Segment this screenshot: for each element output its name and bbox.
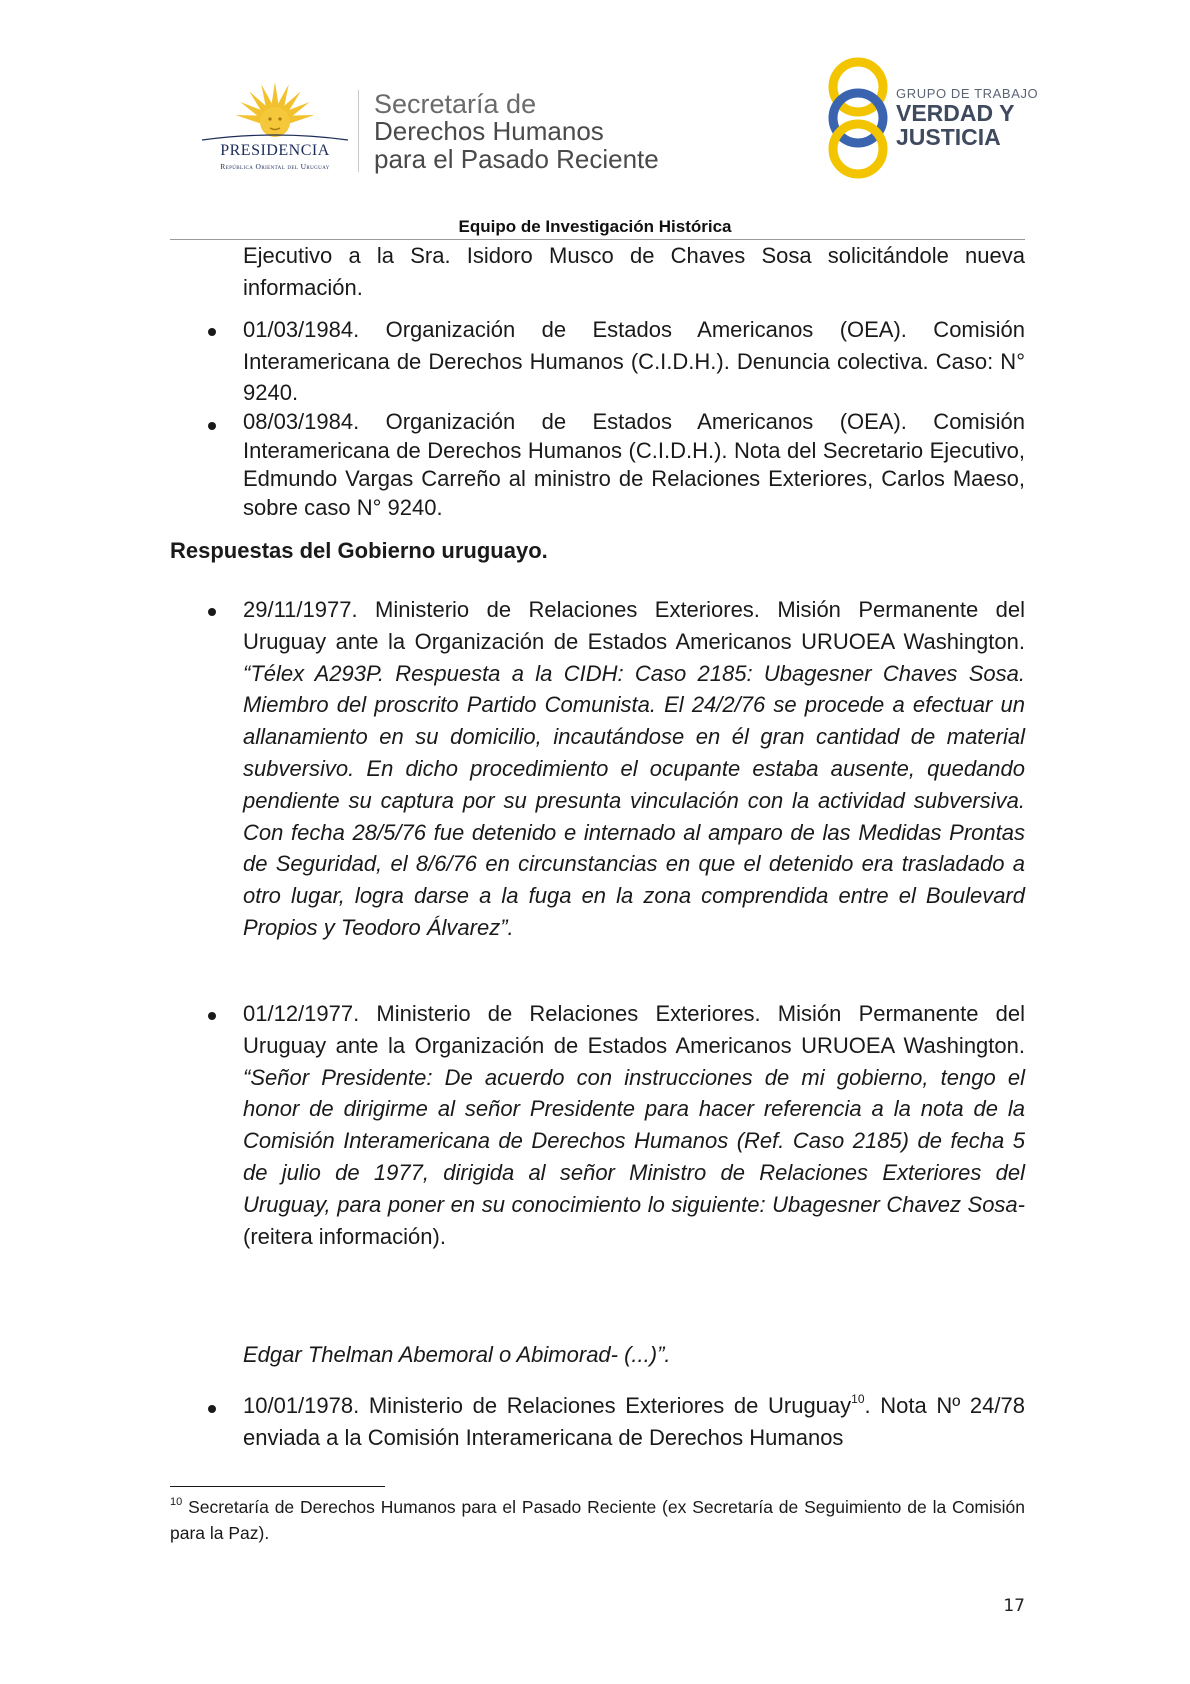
secretaria-logo-text	[374, 90, 659, 173]
item-plain-text: 01/12/1977. Ministerio de Relaciones Exteriores. Misión Permanente del Uruguay ante la Organización de Estados Americanos URUOEA Washington.	[243, 1001, 1025, 1058]
bullet-icon	[208, 422, 216, 430]
list-item-text	[243, 998, 1025, 1252]
list-item-continuation	[243, 1339, 1025, 1371]
list-item	[243, 594, 1025, 944]
item-quote-text: “Télex A293P. Respuesta a la CIDH: Caso 2185: Ubagesner Chaves Sosa. Miembro del proscrito Partido Comunista. El 24/2/76 se procede a efectuar un allanamiento en su domicilio, incautándose en él gran cantidad de material subversivo. En dicho procedimiento el ocupante estaba ausente, quedando pendiente su captura por su presunta vinculación con la actividad subversiva. Con fecha 28/5/76 fue detenido e internado al amparo de las Medidas Prontas de Seguridad, el 8/6/76 en circunstancias en que el detenido era trasladado a otro lugar, logra darse a la fuga en la zona comprendida entre el Boulevard Propios y Teodoro Álvarez”.	[243, 660, 1025, 940]
section-heading-text: Respuestas del Gobierno uruguayo.	[170, 538, 548, 563]
vyj-line-2: VERDAD Y	[896, 100, 1015, 126]
item-plain-text: 10/01/1978. Ministerio de Relaciones Exteriores de Uruguay	[243, 1393, 852, 1418]
item-tail-text: (reitera información).	[243, 1223, 446, 1249]
bullet-icon	[208, 608, 216, 616]
list-item-text	[243, 594, 1025, 944]
continued-text: Ejecutivo a la Sra. Isidoro Musco de Chaves Sosa solicitándole nueva información.	[243, 243, 1025, 300]
footnote	[170, 1494, 1025, 1546]
verdad-justicia-logo-text	[896, 86, 1038, 149]
sun-face	[260, 107, 290, 137]
footnote-rule	[170, 1486, 385, 1487]
list-item-text: 01/03/1984. Organización de Estados Americanos (OEA). Comisión Interamericana de Derechos Humanos (C.I.D.H.). Denuncia colectiva. Caso: N° 9240.	[243, 317, 1025, 405]
footnote-mark: 10	[170, 1496, 183, 1509]
presidencia-subtitle: República Oriental del Uruguay	[220, 162, 330, 171]
presidencia-wordmark: PRESIDENCIA	[220, 142, 330, 159]
list-item	[243, 1390, 1025, 1453]
secretaria-line-2: Derechos Humanos	[374, 116, 604, 147]
page-header	[0, 0, 1190, 240]
verdad-justicia-rings-logo	[818, 56, 898, 180]
bullet-icon	[208, 1405, 216, 1413]
secretaria-line-1: Secretaría de	[374, 89, 537, 119]
footnote-reference[interactable]: 10	[851, 1391, 865, 1406]
item-plain-text: . Nota Nº 24/78 enviada a la Comisión Interamericana de Derechos Humanos	[243, 1393, 1025, 1450]
list-item	[243, 408, 1025, 522]
list-item	[243, 998, 1025, 1252]
continued-paragraph	[243, 240, 1025, 303]
list-item-text	[243, 1390, 1025, 1453]
vyj-line-1: GRUPO DE TRABAJO	[896, 86, 1039, 101]
continuation-text	[243, 1339, 1025, 1371]
section-heading	[170, 535, 1025, 567]
list-item-text: 08/03/1984. Organización de Estados Americanos (OEA). Comisión Interamericana de Derechos Humanos (C.I.D.H.). Nota del Secretario Ejecutivo, Edmundo Vargas Carreño al ministro de Relaciones Exteriores, Carlos Maeso, sobre caso N° 9240.	[243, 409, 1025, 520]
vyj-line-3: JUSTICIA	[896, 124, 1001, 151]
page-number: 17	[1003, 1596, 1025, 1616]
bullet-icon	[208, 328, 216, 336]
item-quote-text: Edgar Thelman Abemoral o Abimorad- (...)”.	[243, 1342, 671, 1367]
footnote-text: Secretaría de Derechos Humanos para el Pasado Reciente (ex Secretaría de Seguimiento de la Comisión para la Paz).	[170, 1497, 1025, 1543]
item-quote-text: “Señor Presidente: De acuerdo con instrucciones de mi gobierno, tengo el honor de dirigirme al señor Presidente para hacer referencia a la nota de la Comisión Interamericana de Derechos Humanos (Ref. Caso 2185) de fecha 5 de julio de 1977, dirigida al señor Ministro de Relaciones Exteriores del Uruguay, para poner en su conocimiento lo siguiente: Ubagesner Chavez Sosa-	[243, 1064, 1025, 1217]
list-item	[243, 314, 1025, 409]
secretaria-line-3: para el Pasado Reciente	[374, 143, 659, 174]
item-plain-text: 29/11/1977. Ministerio de Relaciones Exteriores. Misión Permanente del Uruguay ante la Organización de Estados Americanos URUOEA Washington.	[243, 597, 1025, 654]
logo-divider	[358, 90, 359, 172]
header-team-title: Equipo de Investigación Histórica	[458, 217, 732, 236]
bullet-icon	[208, 1012, 216, 1020]
